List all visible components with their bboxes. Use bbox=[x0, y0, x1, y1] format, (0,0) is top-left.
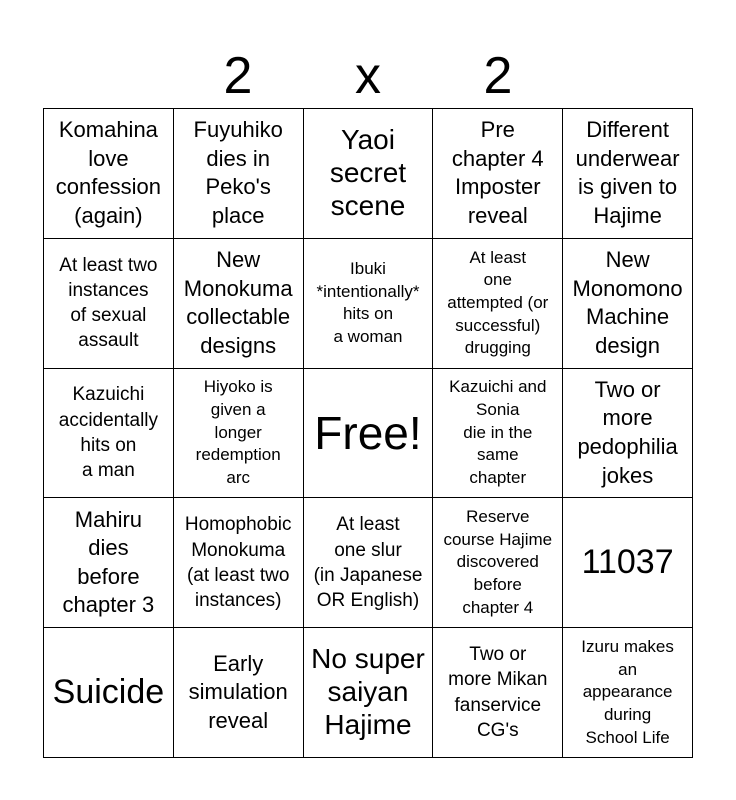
bingo-cell[interactable] bbox=[563, 498, 693, 628]
bingo-cell[interactable] bbox=[433, 498, 563, 628]
cell-text: Two or more pedophilia jokes bbox=[577, 376, 678, 488]
cell-text: 11037 bbox=[581, 543, 674, 582]
cell-text: New Monokuma collectable designs bbox=[183, 247, 293, 358]
bingo-cell[interactable] bbox=[304, 498, 434, 628]
bingo-cell[interactable] bbox=[563, 109, 693, 239]
cell-text: Kazuichi accidentally hits on a man bbox=[58, 384, 159, 482]
cell-text: New Monomono Machine design bbox=[572, 247, 683, 358]
bingo-cell[interactable] bbox=[174, 109, 304, 239]
bingo-cell[interactable] bbox=[304, 628, 434, 758]
header-letter-1: 2 bbox=[223, 47, 253, 105]
cell-text: Suicide bbox=[52, 673, 165, 712]
bingo-cell[interactable] bbox=[44, 109, 174, 239]
bingo-cell[interactable] bbox=[433, 628, 563, 758]
cell-text: At least one attempted (or successful) drugging bbox=[447, 247, 549, 358]
cell-text: Komahina love confession (again) bbox=[55, 117, 161, 228]
cell-text: Mahiru dies before chapter 3 bbox=[62, 506, 155, 618]
cell-text: Fuyuhiko dies in Peko's place bbox=[193, 117, 283, 228]
header-letter-2: x bbox=[355, 47, 381, 105]
header-letter-3: 2 bbox=[483, 47, 513, 105]
bingo-cell[interactable] bbox=[563, 239, 693, 369]
bingo-cell[interactable] bbox=[44, 498, 174, 628]
cell-text: Homophobic Monokuma (at least two instances) bbox=[184, 514, 292, 612]
cell-text: Pre chapter 4 Imposter reveal bbox=[451, 117, 544, 228]
bingo-cell[interactable] bbox=[433, 239, 563, 369]
bingo-cell[interactable] bbox=[433, 109, 563, 239]
bingo-cell[interactable] bbox=[174, 628, 304, 758]
cell-text: At least two instances of sexual assault bbox=[59, 254, 158, 352]
bingo-cell[interactable] bbox=[174, 369, 304, 499]
bingo-cell[interactable] bbox=[44, 628, 174, 758]
cell-text: Reserve course Hajime discovered before chapter 4 bbox=[443, 507, 553, 617]
bingo-header bbox=[43, 44, 693, 108]
cell-text: Different underwear is given to Hajime bbox=[575, 117, 680, 228]
cell-text: Early simulation reveal bbox=[188, 650, 288, 733]
cell-text: Hiyoko is given a longer redemption arc bbox=[195, 377, 281, 487]
bingo-cell[interactable] bbox=[174, 239, 304, 369]
free-space[interactable] bbox=[304, 369, 434, 499]
bingo-cell[interactable] bbox=[174, 498, 304, 628]
bingo-cell[interactable] bbox=[563, 628, 693, 758]
cell-text: Free! bbox=[314, 406, 422, 459]
bingo-cell[interactable] bbox=[44, 239, 174, 369]
bingo-board bbox=[43, 108, 693, 758]
cell-text: No super saiyan Hajime bbox=[311, 643, 425, 740]
bingo-cell[interactable] bbox=[563, 369, 693, 499]
cell-text: Two or more Mikan fanservice CG's bbox=[448, 644, 548, 741]
bingo-cell[interactable] bbox=[44, 369, 174, 499]
cell-text: Izuru makes an appearance during School Life bbox=[581, 637, 674, 747]
cell-text: At least one slur (in Japanese OR English) bbox=[313, 514, 423, 612]
bingo-cell[interactable] bbox=[433, 369, 563, 499]
bingo-cell[interactable] bbox=[304, 109, 434, 239]
cell-text: Yaoi secret scene bbox=[329, 124, 407, 221]
bingo-cell[interactable] bbox=[304, 239, 434, 369]
cell-text: Kazuichi and Sonia die in the same chapter bbox=[449, 377, 547, 487]
cell-text: Ibuki *intentionally* hits on a woman bbox=[316, 258, 420, 346]
